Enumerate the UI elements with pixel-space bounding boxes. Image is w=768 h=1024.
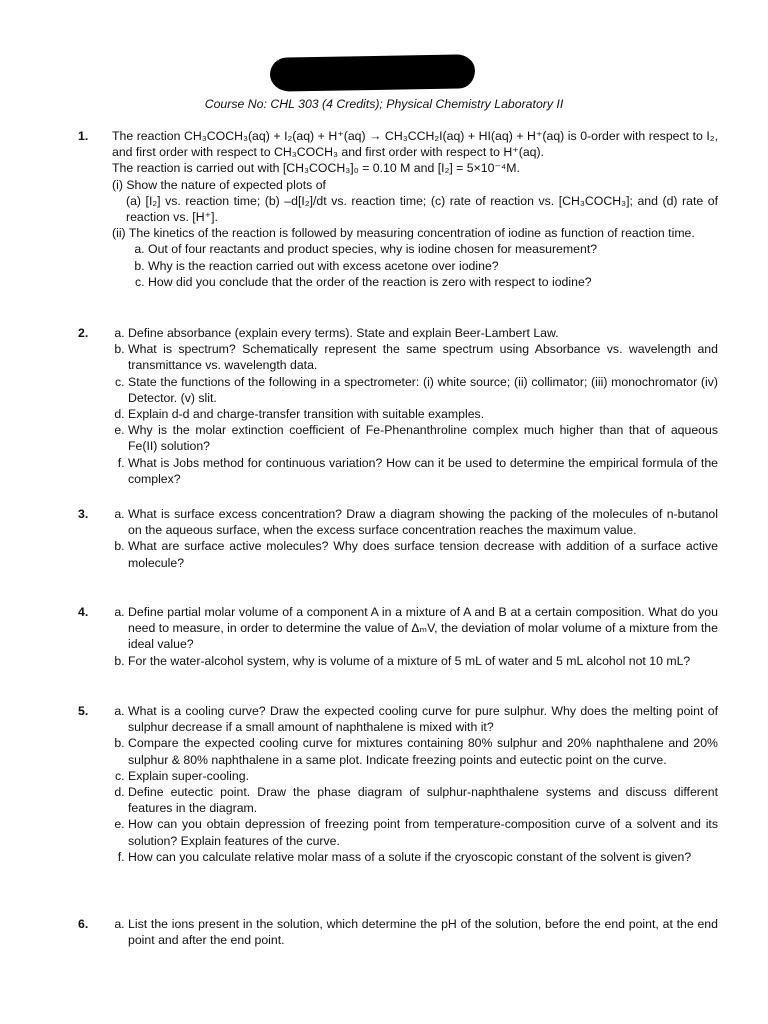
item-list bbox=[112, 506, 718, 571]
list-item: c. Explain super-cooling. bbox=[128, 768, 718, 784]
list-item: e. Why is the molar extinction coefficient of Fe-Phenanthroline complex much higher than that of aqueous Fe(II) solution? bbox=[128, 422, 718, 454]
list-item: d. Define eutectic point. Draw the phase diagram of sulphur-naphthalene systems and discuss different features in the diagram. bbox=[128, 784, 718, 816]
question-1 bbox=[78, 128, 718, 290]
list-item: c. How did you conclude that the order of the reaction is zero with respect to iodine? bbox=[148, 274, 718, 290]
question-text: The reaction CH₃COCH₃(aq) + I₂(aq) + H⁺(aq) → CH₃CCH₂I(aq) + HI(aq) + H⁺(aq) is 0-order with respect to I₂, and first order with respect to CH₃COCH₃ and first order with respect to H⁺(aq). bbox=[112, 129, 718, 160]
question-5 bbox=[78, 703, 718, 865]
list-item: b. Compare the expected cooling curve for mixtures containing 80% sulphur and 20% naphthalene and 20% sulphur & 80% naphthalene in a same plot. Indicate freezing points and eutectic point on the curve. bbox=[128, 735, 718, 767]
item-list bbox=[112, 325, 718, 487]
question-number: 5. bbox=[78, 704, 89, 718]
list-item: a. List the ions present in the solution, which determine the pH of the solution, before the end point, at the end point and after the end point. bbox=[128, 916, 718, 948]
question-2 bbox=[78, 325, 718, 487]
item-list bbox=[112, 604, 718, 669]
question-number: 6. bbox=[78, 917, 89, 931]
redaction-mark bbox=[270, 54, 476, 92]
subpart-list bbox=[112, 241, 718, 290]
question-3 bbox=[78, 506, 718, 571]
item-list bbox=[112, 703, 718, 865]
item-list bbox=[112, 916, 718, 948]
question-text: (a) [I₂] vs. reaction time; (b) –d[I₂]/dt vs. reaction time; (c) rate of reaction vs. [CH₃COCH₃]; and (d) rate of reaction vs. [H⁺]. bbox=[126, 193, 718, 225]
question-6 bbox=[78, 916, 718, 948]
list-item: a. What is surface excess concentration? Draw a diagram showing the packing of the molecules of n-butanol on the aqueous surface, when the excess surface concentration reaches the maximum value. bbox=[128, 506, 718, 538]
list-item: c. State the functions of the following in a spectrometer: (i) white source; (ii) collimator; (iii) monochromator (iv) Detector. (v) slit. bbox=[128, 374, 718, 406]
question-number: 1. bbox=[78, 129, 89, 143]
question-text: (i) Show the nature of expected plots of bbox=[112, 177, 326, 192]
question-number: 2. bbox=[78, 326, 89, 340]
list-item: f. How can you calculate relative molar mass of a solute if the cryoscopic constant of the solvent is given? bbox=[128, 849, 718, 865]
list-item: a. Define partial molar volume of a component A in a mixture of A and B at a certain composition. What do you need to measure, in order to determine the value of ΔₘV, the deviation of molar volume of a mixture from the ideal value? bbox=[128, 604, 718, 653]
list-item: b. For the water-alcohol system, why is volume of a mixture of 5 mL of water and 5 mL alcohol not 10 mL? bbox=[128, 653, 718, 669]
list-item: b. What is spectrum? Schematically represent the same spectrum using Absorbance vs. wavelength and transmittance vs. wavelength data. bbox=[128, 341, 718, 373]
list-item: a. Out of four reactants and product species, why is iodine chosen for measurement? bbox=[148, 241, 718, 257]
list-item: b. Why is the reaction carried out with excess acetone over iodine? bbox=[148, 258, 718, 274]
course-title: Course No: CHL 303 (4 Credits); Physical Chemistry Laboratory II bbox=[204, 97, 564, 111]
list-item: a. Define absorbance (explain every terms). State and explain Beer-Lambert Law. bbox=[128, 325, 718, 341]
list-item: d. Explain d-d and charge-transfer transition with suitable examples. bbox=[128, 406, 718, 422]
question-4 bbox=[78, 604, 718, 669]
question-text: The reaction is carried out with [CH₃COCH₃]₀ = 0.10 M and [I₂] = 5×10⁻⁴M. bbox=[112, 161, 520, 176]
list-item: e. How can you obtain depression of freezing point from temperature-composition curve of a solvent and its solution? Explain features of the curve. bbox=[128, 816, 718, 848]
list-item: a. What is a cooling curve? Draw the expected cooling curve for pure sulphur. Why does the melting point of sulphur decrease if a small amount of naphthalene is mixed with it? bbox=[128, 703, 718, 735]
list-item: f. What is Jobs method for continuous variation? How can it be used to determine the empirical formula of the complex? bbox=[128, 455, 718, 487]
question-number: 4. bbox=[78, 605, 89, 619]
list-item: b. What are surface active molecules? Why does surface tension decrease with addition of a surface active molecule? bbox=[128, 538, 718, 570]
question-number: 3. bbox=[78, 507, 89, 521]
question-text: (ii) The kinetics of the reaction is followed by measuring concentration of iodine as function of reaction time. bbox=[112, 226, 695, 241]
